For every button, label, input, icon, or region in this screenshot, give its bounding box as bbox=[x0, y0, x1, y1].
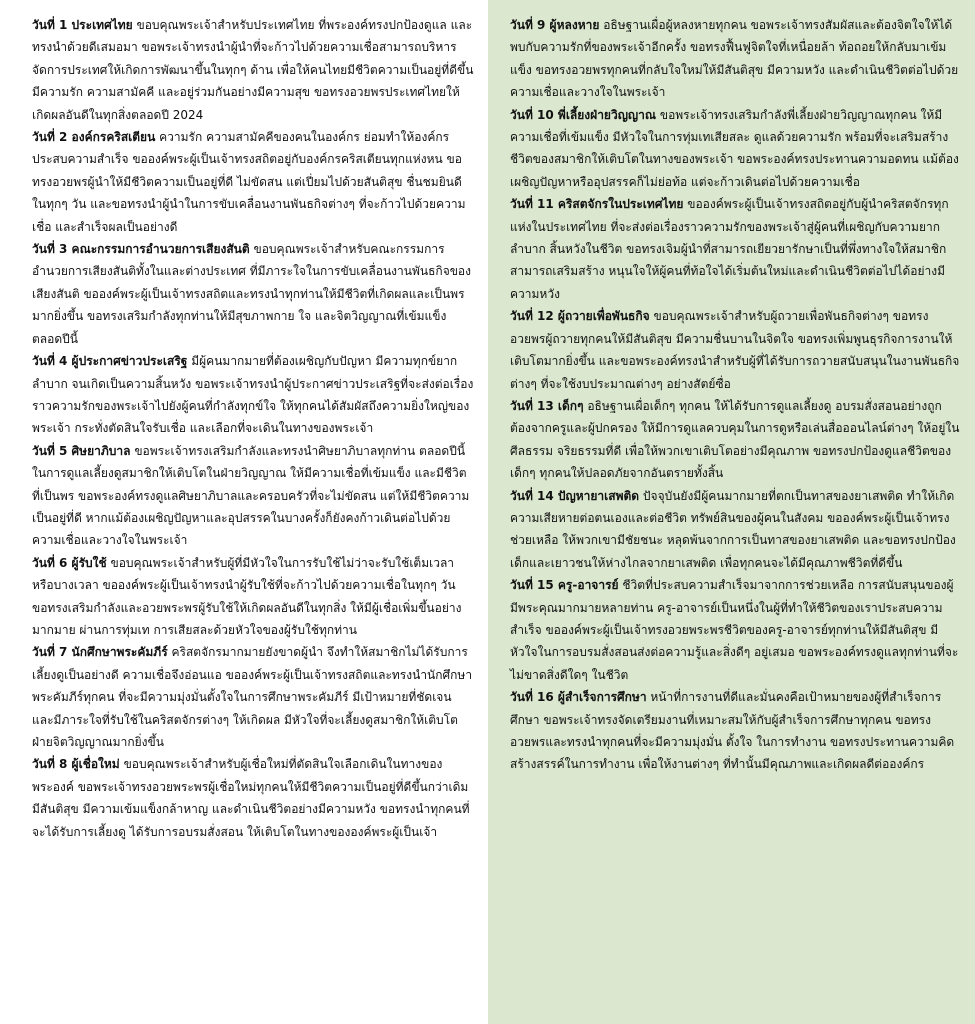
entry-heading: วันที่ 16 ผู้สำเร็จการศึกษา bbox=[510, 690, 647, 705]
entry-text: ขอองค์พระผู้เป็นเจ้าทรงสถิตอยู่กับผู้นำคริสตจักรทุกแห่งในประเทศไทย ที่จะส่งต่อเรื่องราวความรักของพระเจ้าสู่ผู้คนที่เผชิญกับความยากลำบาก สิ้นหวังในชีวิต ขอทรงเจิมผู้นำที่สามารถเยียวยารักษาเป็นที่พึ่งทางใจให้สมาชิก สามารถเสริมสร้าง หนุนใจให้ผู้คนที่ท้อใจได้เริ่มต้นใหม่และดำเนินชีวิตต่อไปได้อย่างมีความหวัง bbox=[510, 197, 949, 301]
entry-heading: วันที่ 10 พี่เลี้ยงฝ่ายวิญญาณ bbox=[510, 107, 657, 122]
prayer-entry-day-5 bbox=[32, 440, 474, 552]
entry-heading: วันที่ 7 นักศึกษาพระคัมภีร์ bbox=[32, 645, 168, 660]
entry-heading: วันที่ 8 ผู้เชื่อใหม่ bbox=[32, 757, 120, 772]
entry-heading: วันที่ 9 ผู้หลงหาย bbox=[510, 18, 600, 32]
entry-heading: วันที่ 15 ครู-อาจารย์ bbox=[510, 578, 619, 593]
prayer-entry-day-13 bbox=[510, 395, 961, 485]
entry-text: ขอบคุณพระเจ้าสำหรับผู้ที่มีหัวใจในการรับใช้ไม่ว่าจะรับใช้เต็มเวลาหรือบางเวลา ขอองค์พระผู้เป็นเจ้าทรงนำผู้รับใช้ที่จะก้าวไปด้วยความเชื่อในทุกๆ วัน ขอทรงเสริมกำลังและอวยพระพรผู้รับใช้ให้เกิดผลอันดีในทุกสิ่ง ให้มีผู้เชื่อเพิ่มขึ้นอย่างมากมาย ผ่านการทุ่มเท การเสียสละด้วยหัวใจของผู้รับใช้ทุกท่าน bbox=[32, 555, 462, 637]
prayer-entry-day-10 bbox=[510, 104, 961, 194]
entry-heading: วันที่ 5 ศิษยาภิบาล bbox=[32, 443, 131, 458]
prayer-entry-day-4 bbox=[32, 350, 474, 440]
prayer-entry-day-12 bbox=[510, 305, 961, 395]
prayer-entry-day-9 bbox=[510, 14, 961, 104]
entry-text: ขอบคุณพระเจ้าสำหรับคณะกรรมการอำนวยการเสียงสันติทั้งในและต่างประเทศ ที่มีภาระใจในการขับเคลื่อนงานพันธกิจของเสียงสันติ ขอองค์พระผู้เป็นเจ้าทรงสถิตและทรงนำทุกท่านให้มีชีวิตที่เกิดผลและเป็นพรมากยิ่งขึ้น ขอทรงเสริมกำลังทุกท่านให้มีสุขภาพกาย ใจ และจิตวิญญาณที่เข้มแข็งตลอดปีนี้ bbox=[32, 242, 471, 346]
entry-text: ขอพระเจ้าทรงเสริมกำลังพี่เลี้ยงฝ่ายวิญญาณทุกคน ให้มีความเชื่อที่เข้มแข็ง มีหัวใจในการทุ่มเทเสียสละ ดูแลด้วยความรัก พร้อมที่จะเสริมสร้างชีวิตของสมาชิกให้เติบโตในทางของพระเจ้า ขอพระองค์ทรงประทานความอดทน แม้ต้องเผชิญปัญหาหรืออุปสรรคก็ไม่ย่อท้อ แต่จะก้าวเดินต่อไปด้วยความเชื่อ bbox=[510, 107, 959, 189]
entry-heading: วันที่ 1 ประเทศไทย bbox=[32, 18, 133, 32]
entry-text: ขอพระเจ้าทรงเสริมกำลังและทรงนำศิษยาภิบาลทุกท่าน ตลอดปีนี้ ในการดูแลเลี้ยงดูสมาชิกให้เติบโตในฝ่ายวิญญาณ ให้มีความเชื่อที่เข้มแข็ง และมีชีวิตที่เป็นพร ขอพระองค์ทรงดูแลศิษยาภิบาลและครอบครัวที่จะไม่ขัดสน แต่ให้มีชีวิตความเป็นอยู่ที่ดี หากแม้ต้องเผชิญปัญหาและอุปสรรคในบางครั้งก็ยังคงก้าวเดินต่อไปด้วยความเชื่อและวางใจในพระเจ้า bbox=[32, 443, 470, 548]
prayer-entry-day-2 bbox=[32, 126, 474, 238]
entry-text: ขอบคุณพระเจ้าสำหรับผู้เชื่อใหม่ที่ตัดสินใจเลือกเดินในทางของพระองค์ ขอพระเจ้าทรงอวยพระพรผู้เชื่อใหม่ทุกคนให้มีชีวิตความเป็นอยู่ที่ดีขึ้นกว่าเดิม มีสันติสุข มีความเข้มแข็งกล้าหาญ และดำเนินชีวิตอย่างมีความหวัง ขอทรงนำทุกคนที่จะได้รับการเลี้ยงดู ได้รับการอบรมสั่งสอน ให้เติบโตในทางขององค์พระผู้เป็นเจ้า bbox=[32, 757, 470, 839]
entry-heading: วันที่ 6 ผู้รับใช้ bbox=[32, 555, 107, 570]
entry-text: ขอบคุณพระเจ้าสำหรับผู้ถวายเพื่อพันธกิจต่างๆ ขอทรงอวยพรผู้ถวายทุกคนให้มีสันติสุข มีความชื่นบานในจิตใจ ขอทรงเพิ่มพูนธุรกิจการงานให้เติบโตมากยิ่งขึ้น และขอพระองค์ทรงนำสำหรับผู้ที่ได้รับการถวายสนับสนุนในงานพันธกิจต่างๆ ที่จะใช้งบประมาณต่างๆ อย่างสัตย์ซื่อ bbox=[510, 309, 960, 391]
prayer-entry-day-11 bbox=[510, 193, 961, 305]
prayer-entry-day-14 bbox=[510, 485, 961, 575]
entry-text: ความรัก ความสามัคคีของคนในองค์กร ย่อมทำให้องค์กรประสบความสำเร็จ ขอองค์พระผู้เป็นเจ้าทรงสถิตอยู่กับองค์กรคริสเตียนทุกแห่งหน ขอทรงอวยพรผู้นำให้มีชีวิตความเป็นอยู่ที่ดี ไม่ขัดสน แต่เปี่ยมไปด้วยสันติสุข ชื่นชมยินดีในทุกๆ วัน และขอทรงนำผู้นำในการขับเคลื่อนงานพันธกิจต่างๆ ที่จะก้าวไปด้วยความเชื่อ และสำเร็จผลเป็นอย่างดี bbox=[32, 130, 466, 234]
entry-heading: วันที่ 12 ผู้ถวายเพื่อพันธกิจ bbox=[510, 309, 650, 324]
prayer-entry-day-1 bbox=[32, 14, 474, 126]
prayer-entry-day-15 bbox=[510, 574, 961, 686]
entry-text: อธิษฐานเผื่อเด็กๆ ทุกคน ให้ได้รับการดูแลเลี้ยงดู อบรมสั่งสอนอย่างถูกต้องจากครูและผู้ปกครอง ให้มีการดูแลควบคุมในการดูหรือเล่นสื่อออนไลน์ต่างๆ ให้อยู่ในศีลธรรม จริยธรรมที่ดี เพื่อให้พวกเขาเติบโตอย่างมีคุณภาพ ขอทรงปกป้องดูแลชีวิตของเด็กๆ ทุกคนให้ปลอดภัยจากอันตรายทั้งสิ้น bbox=[510, 398, 960, 481]
entry-text: คริสตจักรมากมายยังขาดผู้นำ จึงทำให้สมาชิกไม่ได้รับการเลี้ยงดูเป็นอย่างดี ความเชื่อจึงอ่อนแอ ขอองค์พระผู้เป็นเจ้าทรงสถิตและทรงนำนักศึกษาพระคัมภีร์ทุกคน ที่จะมีความมุ่งมั่นตั้งใจในการศึกษาพระคัมภีร์ มีเป้าหมายที่ชัดเจน และมีภาระใจที่รับใช้ในคริสตจักรต่างๆ ให้เกิดผล มีหัวใจที่จะเลี้ยงดูสมาชิกให้เติบโตฝ่ายจิตวิญญาณมากยิ่งขึ้น bbox=[32, 645, 473, 749]
entry-text: ชีวิตที่ประสบความสำเร็จมาจากการช่วยเหลือ การสนับสนุนของผู้มีพระคุณมากมายหลายท่าน ครู-อาจารย์เป็นหนึ่งในผู้ที่ทำให้ชีวิตของเราประสบความสำเร็จ ขอองค์พระผู้เป็นเจ้าทรงอวยพระพรชีวิตของครู-อาจารย์ทุกท่านให้มีสันติสุข มีหัวใจในการอบรมสั่งสอนส่งต่อความรู้และสิ่งดีๆ อยู่เสมอ ขอพระองค์ทรงดูแลทุกท่านที่จะไม่ขาดสิ่งดีใดๆ ในชีวิต bbox=[510, 578, 959, 682]
entry-text: อธิษฐานเผื่อผู้หลงหายทุกคน ขอพระเจ้าทรงสัมผัสและต้องจิตใจให้ได้พบกับความรักที่ของพระเจ้าอีกครั้ง ขอทรงฟื้นฟูจิตใจที่เหนื่อยล้า ท้อถอยให้กลับมาเข้มแข็ง ขอทรงอวยพรทุกคนที่กลับใจใหม่ให้มีสันติสุข มีความหวัง และดำเนินชีวิตต่อไปด้วยความเชื่อและวางใจในพระเจ้า bbox=[510, 18, 959, 100]
entry-heading: วันที่ 3 คณะกรรมการอำนวยการเสียงสันติ bbox=[32, 242, 250, 257]
entry-text: ปัจจุบันยังมีผู้คนมากมายที่ตกเป็นทาสของยาเสพติด ทำให้เกิดความเสียหายต่อตนเองและต่อชีวิต ทรัพย์สินของผู้คนในสังคม ขอองค์พระผู้เป็นเจ้าทรงช่วยเหลือ ให้พวกเขามีชัยชนะ หลุดพ้นจากการเป็นทาสของยาเสพติด และขอทรงปกป้องเด็กและเยาวชนให้ห่างไกลจากยาเสพติด เพื่อทุกคนจะได้มีคุณภาพชีวิตที่ดีขึ้น bbox=[510, 488, 956, 570]
prayer-entry-day-3 bbox=[32, 238, 474, 350]
prayer-entry-day-7 bbox=[32, 641, 474, 753]
right-column bbox=[488, 0, 975, 1024]
prayer-entry-day-16 bbox=[510, 686, 961, 776]
entry-heading: วันที่ 2 องค์กรคริสเตียน bbox=[32, 130, 156, 145]
entry-text: มีผู้คนมากมายที่ต้องเผชิญกับปัญหา มีความทุกข์ยากลำบาก จนเกิดเป็นความสิ้นหวัง ขอพระเจ้าทรงนำผู้ประกาศข่าวประเสริฐที่จะส่งต่อเรื่องราวความรักของพระเจ้าไปยังผู้คนที่กำลังทุกข์ใจ ให้ทุกคนได้สัมผัสถึงความยิ่งใหญ่ของพระเจ้า กระทั่งตัดสินใจรับเชื่อ และเลือกที่จะเดินในทางของพระเจ้า bbox=[32, 354, 474, 436]
entry-heading: วันที่ 14 ปัญหายาเสพติด bbox=[510, 488, 640, 503]
entry-text: หน้าที่การงานที่ดีและมั่นคงคือเป้าหมายของผู้ที่สำเร็จการศึกษา ขอพระเจ้าทรงจัดเตรียมงานที่เหมาะสมให้กับผู้สำเร็จการศึกษาทุกคน ขอทรงอวยพรและทรงนำทุกคนที่จะมีความมุ่งมั่น ตั้งใจ ในการทำงาน ขอทรงประทานความคิดสร้างสรรค์ในการทำงาน เพื่อให้งานต่างๆ ที่ทำนั้นมีคุณภาพและเกิดผลดีต่อองค์กร bbox=[510, 690, 955, 772]
entry-heading: วันที่ 11 คริสตจักรในประเทศไทย bbox=[510, 197, 684, 212]
prayer-entry-day-6 bbox=[32, 552, 474, 642]
entry-text: ขอบคุณพระเจ้าสำหรับประเทศไทย ที่พระองค์ทรงปกป้องดูแล และทรงนำด้วยดีเสมอมา ขอพระเจ้าทรงนำผู้นำที่จะก้าวไปด้วยความเชื่อสามารถบริหารจัดการประเทศให้เกิดการพัฒนาขึ้นในทุกๆ ด้าน เพื่อให้คนไทยมีชีวิตความเป็นอยู่ที่ดีขึ้น มีความรัก ความสามัคคี และอยู่ร่วมกันอย่างมีความสุข ขอทรงอวยพรประเทศไทยให้เกิดผลอันดีในทุกสิ่งตลอดปี 2024 bbox=[32, 18, 474, 122]
entry-heading: วันที่ 4 ผู้ประกาศข่าวประเสริฐ bbox=[32, 354, 188, 369]
prayer-entry-day-8 bbox=[32, 753, 474, 843]
entry-heading: วันที่ 13 เด็กๆ bbox=[510, 398, 584, 413]
